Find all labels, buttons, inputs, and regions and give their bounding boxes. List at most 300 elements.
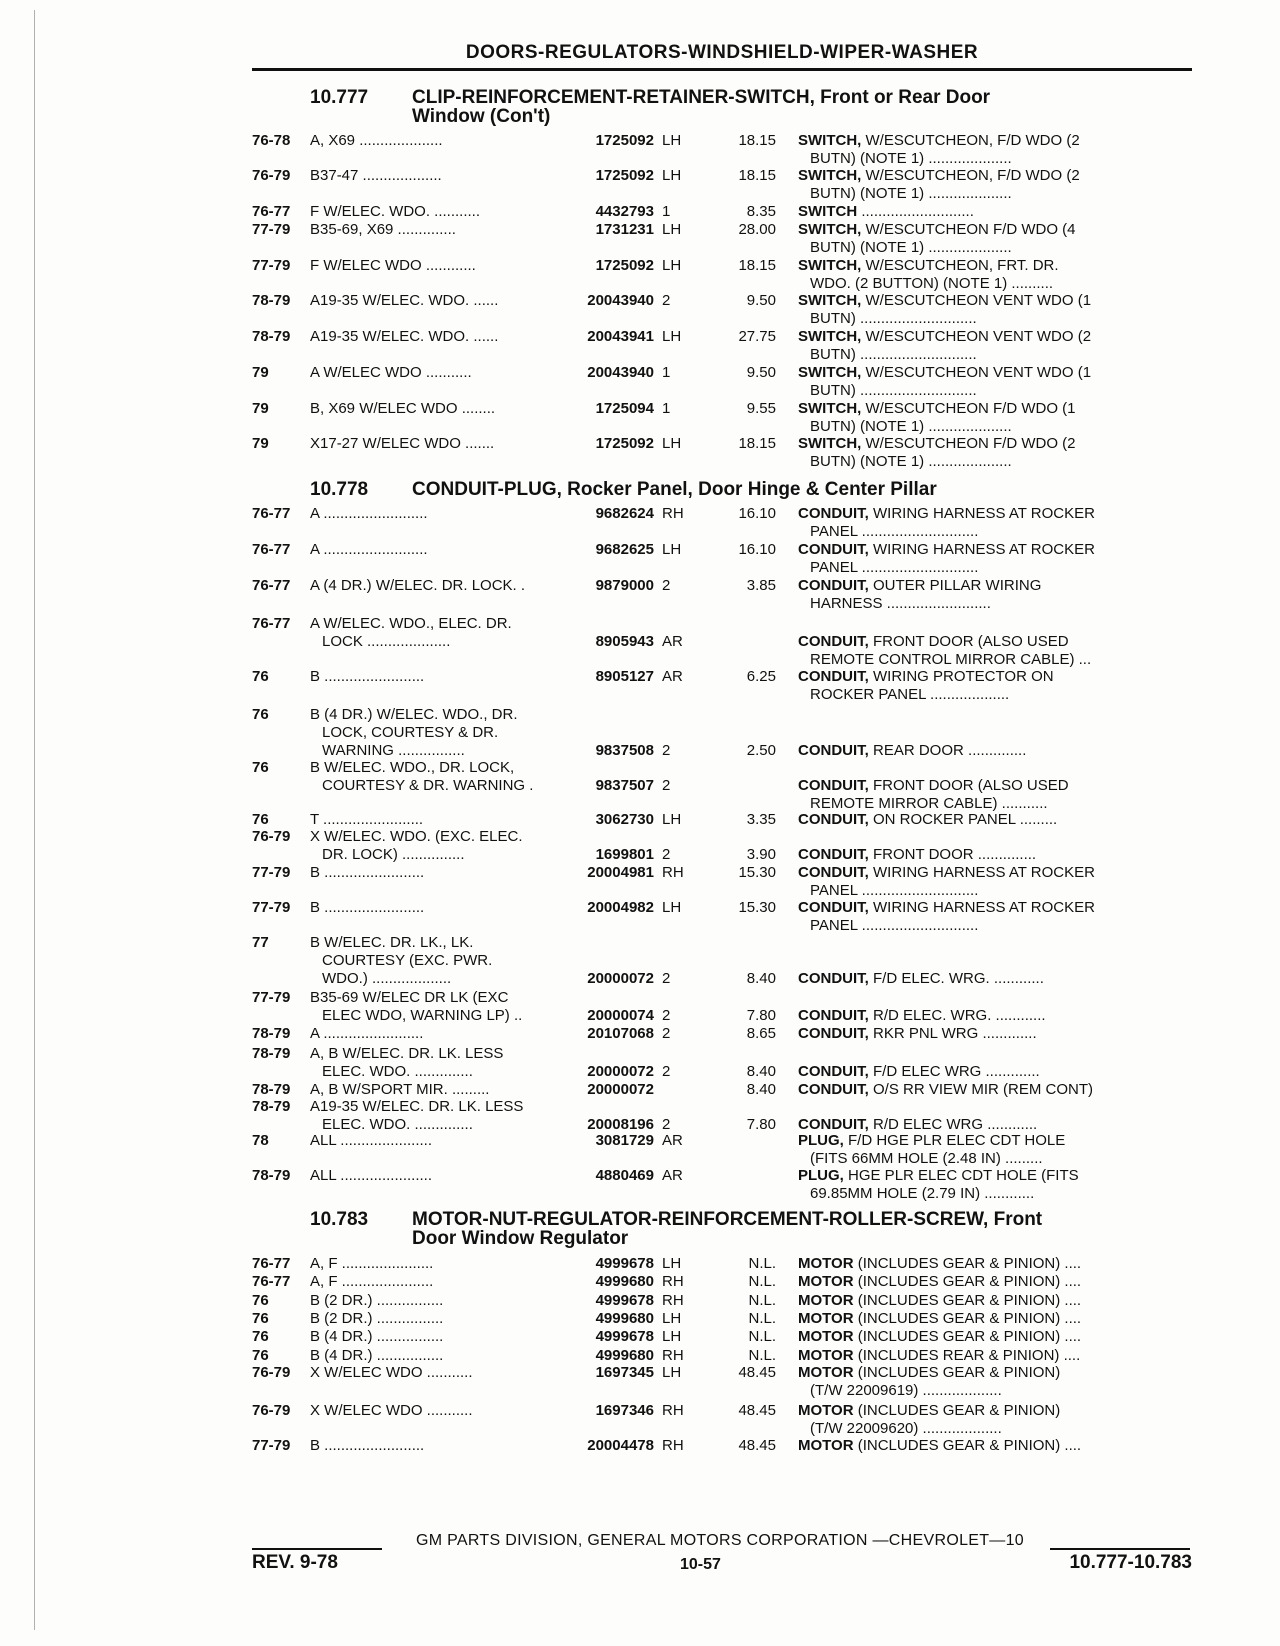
part-number: 8905943 — [595, 633, 654, 650]
model-years: 79 — [252, 435, 269, 452]
part-name: CONDUIT, — [798, 541, 869, 558]
description-line: MOTOR (INCLUDES GEAR & PINION) .... — [798, 1310, 1082, 1327]
part-name: CONDUIT, — [798, 777, 869, 794]
quantity: RH — [662, 1437, 684, 1454]
application-line: B35-69 W/ELEC DR LK (EXC — [310, 989, 509, 1006]
description-line: SWITCH, W/ESCUTCHEON VENT WDO (1 — [798, 364, 1092, 381]
description-line: PANEL ............................ — [810, 559, 979, 576]
description-line: CONDUIT, F/D ELEC WRG ............. — [798, 1063, 1040, 1080]
part-number: 8905127 — [595, 668, 654, 685]
description-line: BUTN) (NOTE 1) .................... — [810, 150, 1012, 167]
list-price: 3.90 — [746, 846, 776, 863]
list-price: 8.40 — [746, 970, 776, 987]
application-line: B ........................ — [310, 864, 425, 881]
list-price: 15.30 — [738, 899, 776, 916]
application-line: B ........................ — [310, 899, 425, 916]
description-line: SWITCH, W/ESCUTCHEON F/D WDO (2 — [798, 435, 1076, 452]
quantity: 2 — [662, 846, 671, 863]
list-price: 18.15 — [738, 167, 776, 184]
part-description — [798, 221, 1192, 257]
section-title: CLIP-REINFORCEMENT-RETAINER-SWITCH, Front or Rear Door — [412, 87, 991, 108]
section-header — [310, 1210, 1200, 1248]
part-description — [798, 899, 1192, 935]
quantity: LH — [662, 1364, 682, 1381]
page-number: 10-57 — [680, 1556, 721, 1573]
description-line: CONDUIT, F/D ELEC. WRG. ............ — [798, 970, 1044, 987]
part-description — [798, 577, 1192, 613]
part-number: 20004981 — [587, 864, 654, 881]
application-line: B (4 DR.) W/ELEC. WDO., DR. — [310, 706, 518, 723]
part-name: SWITCH — [798, 203, 858, 220]
section-title-continued: Door Window Regulator — [412, 1228, 629, 1249]
part-name: CONDUIT, — [798, 864, 869, 881]
description-line: (FITS 66MM HOLE (2.48 IN) ......... — [810, 1150, 1043, 1167]
application-line: B W/ELEC. WDO., DR. LOCK, — [310, 759, 515, 776]
model-years: 78-79 — [252, 1098, 291, 1115]
part-description — [798, 846, 1192, 864]
application-line: A ......................... — [310, 541, 428, 558]
description-line: MOTOR (INCLUDES GEAR & PINION) .... — [798, 1292, 1082, 1309]
description-line: CONDUIT, WIRING HARNESS AT ROCKER — [798, 899, 1095, 916]
part-name: CONDUIT, — [798, 846, 869, 863]
part-name: SWITCH, — [798, 364, 862, 381]
model-years: 78-79 — [252, 1167, 291, 1184]
part-number: 20000074 — [587, 1007, 654, 1024]
application-line: B (4 DR.) ................ — [310, 1328, 444, 1345]
part-name: SWITCH, — [798, 400, 862, 417]
part-name: CONDUIT, — [798, 742, 869, 759]
footer-publisher: GM PARTS DIVISION, GENERAL MOTORS CORPORATION —CHEVROLET—10 — [415, 1532, 1025, 1549]
application-line: X W/ELEC. WDO. (EXC. ELEC. — [310, 828, 523, 845]
part-name: CONDUIT, — [798, 970, 869, 987]
application-line: X W/ELEC WDO ........... — [310, 1364, 473, 1381]
description-line: MOTOR (INCLUDES GEAR & PINION) .... — [798, 1273, 1082, 1290]
quantity: 2 — [662, 292, 671, 309]
application-line: A, F ...................... — [310, 1255, 434, 1272]
part-description — [798, 1273, 1192, 1291]
application-line: X17-27 W/ELEC WDO ....... — [310, 435, 495, 452]
description-line: PLUG, HGE PLR ELEC CDT HOLE (FITS — [798, 1167, 1079, 1184]
list-price: N.L. — [748, 1273, 776, 1290]
section-title: MOTOR-NUT-REGULATOR-REINFORCEMENT-ROLLER-SCREW, Front — [412, 1209, 1043, 1230]
part-name: CONDUIT, — [798, 811, 869, 828]
description-line: SWITCH ........................... — [798, 203, 974, 220]
part-number: 9682625 — [595, 541, 654, 558]
part-number: 9837507 — [595, 777, 654, 794]
section-header — [310, 88, 1200, 126]
list-price: 48.45 — [738, 1402, 776, 1419]
quantity: LH — [662, 435, 682, 452]
part-name: CONDUIT, — [798, 668, 869, 685]
section-number: 10.783 — [310, 1209, 369, 1230]
part-description — [798, 1025, 1192, 1043]
list-price: N.L. — [748, 1310, 776, 1327]
list-price: 7.80 — [746, 1116, 776, 1133]
quantity: LH — [662, 541, 682, 558]
quantity: 2 — [662, 1116, 671, 1133]
model-years: 76 — [252, 1347, 269, 1364]
part-number: 1725092 — [595, 132, 654, 149]
quantity: RH — [662, 505, 684, 522]
list-price: 8.65 — [746, 1025, 776, 1042]
part-name: CONDUIT, — [798, 1081, 869, 1098]
model-years: 76 — [252, 706, 269, 723]
part-description — [798, 400, 1192, 436]
quantity: LH — [662, 1310, 682, 1327]
list-price: 8.40 — [746, 1063, 776, 1080]
part-name: CONDUIT, — [798, 899, 869, 916]
description-line: REMOTE CONTROL MIRROR CABLE) ... — [810, 651, 1092, 668]
list-price: 16.10 — [738, 505, 776, 522]
list-price: N.L. — [748, 1347, 776, 1364]
part-name: PLUG, — [798, 1167, 844, 1184]
part-number: 4999680 — [595, 1347, 654, 1364]
part-description — [798, 1328, 1192, 1346]
description-line: PANEL ............................ — [810, 523, 979, 540]
page-title: DOORS-REGULATORS-WINDSHIELD-WIPER-WASHER — [465, 42, 979, 63]
application-line: X W/ELEC WDO ........... — [310, 1402, 473, 1419]
description-line: CONDUIT, REAR DOOR .............. — [798, 742, 1027, 759]
application-line: WDO.) ................... — [322, 970, 452, 987]
description-line: MOTOR (INCLUDES GEAR & PINION) .... — [798, 1437, 1082, 1454]
part-number: 1725092 — [595, 435, 654, 452]
quantity: 2 — [662, 742, 671, 759]
list-price: 48.45 — [738, 1437, 776, 1454]
quantity: LH — [662, 1255, 682, 1272]
application-line: DR. LOCK) ............... — [322, 846, 465, 863]
part-name: MOTOR — [798, 1437, 854, 1454]
list-price: N.L. — [748, 1255, 776, 1272]
part-number: 3081729 — [595, 1132, 654, 1149]
list-price: 9.50 — [746, 364, 776, 381]
application-line: LOCK .................... — [322, 633, 451, 650]
quantity: 1 — [662, 364, 671, 381]
description-line: (T/W 22009620) ................... — [810, 1420, 1002, 1437]
part-number: 20000072 — [587, 1063, 654, 1080]
model-years: 77-79 — [252, 989, 291, 1006]
model-years: 77-79 — [252, 221, 291, 238]
description-line: CONDUIT, FRONT DOOR .............. — [798, 846, 1037, 863]
quantity: RH — [662, 1347, 684, 1364]
description-line: MOTOR (INCLUDES GEAR & PINION) .... — [798, 1255, 1082, 1272]
application-line: B (2 DR.) ................ — [310, 1310, 444, 1327]
part-number: 1697345 — [595, 1364, 654, 1381]
part-number: 20107068 — [587, 1025, 654, 1042]
quantity: RH — [662, 1292, 684, 1309]
section-header — [310, 480, 1200, 499]
part-number: 1725094 — [595, 400, 654, 417]
description-line: MOTOR (INCLUDES GEAR & PINION) .... — [798, 1328, 1082, 1345]
model-years: 79 — [252, 400, 269, 417]
list-price: 18.15 — [738, 132, 776, 149]
model-years: 78-79 — [252, 1045, 291, 1062]
part-number: 9837508 — [595, 742, 654, 759]
description-line: 69.85MM HOLE (2.79 IN) ............ — [810, 1185, 1035, 1202]
model-years: 76 — [252, 668, 269, 685]
part-description — [798, 1167, 1192, 1203]
part-number: 1699801 — [595, 846, 654, 863]
description-line: PANEL ............................ — [810, 917, 979, 934]
list-price: 15.30 — [738, 864, 776, 881]
part-description — [798, 811, 1192, 829]
part-name: SWITCH, — [798, 221, 862, 238]
model-years: 78-79 — [252, 292, 291, 309]
part-number: 4432793 — [595, 203, 654, 220]
part-description — [798, 1063, 1192, 1081]
part-number: 20043940 — [587, 292, 654, 309]
model-years: 76 — [252, 1310, 269, 1327]
model-years: 76-79 — [252, 828, 291, 845]
quantity: 2 — [662, 1007, 671, 1024]
description-line: BUTN) (NOTE 1) .................... — [810, 185, 1012, 202]
part-name: CONDUIT, — [798, 1116, 869, 1133]
list-price: N.L. — [748, 1292, 776, 1309]
application-line: A19-35 W/ELEC. WDO. ...... — [310, 328, 499, 345]
part-name: MOTOR — [798, 1310, 854, 1327]
application-line: T ........................ — [310, 811, 424, 828]
model-years: 78-79 — [252, 1081, 291, 1098]
quantity: AR — [662, 633, 683, 650]
description-line: CONDUIT, WIRING HARNESS AT ROCKER — [798, 505, 1095, 522]
description-line: ROCKER PANEL ................... — [810, 686, 1010, 703]
description-line: CONDUIT, WIRING HARNESS AT ROCKER — [798, 864, 1095, 881]
model-years: 77-79 — [252, 864, 291, 881]
description-line: SWITCH, W/ESCUTCHEON F/D WDO (1 — [798, 400, 1076, 417]
part-name: SWITCH, — [798, 435, 862, 452]
quantity: LH — [662, 328, 682, 345]
description-line: REMOTE MIRROR CABLE) ........... — [810, 795, 1048, 812]
description-line: MOTOR (INCLUDES REAR & PINION) .... — [798, 1347, 1081, 1364]
part-number: 4999678 — [595, 1328, 654, 1345]
quantity: 2 — [662, 577, 671, 594]
part-description — [798, 541, 1192, 577]
part-description — [798, 167, 1192, 203]
model-years: 76-79 — [252, 167, 291, 184]
model-years: 76-77 — [252, 203, 291, 220]
part-description — [798, 668, 1192, 704]
part-name: CONDUIT, — [798, 633, 869, 650]
description-line: MOTOR (INCLUDES GEAR & PINION) — [798, 1364, 1061, 1381]
part-description — [798, 1007, 1192, 1025]
part-name: CONDUIT, — [798, 1063, 869, 1080]
application-line: A, F ...................... — [310, 1273, 434, 1290]
model-years: 76 — [252, 1328, 269, 1345]
part-name: SWITCH, — [798, 328, 862, 345]
model-years: 77-79 — [252, 1437, 291, 1454]
description-line: BUTN) (NOTE 1) .................... — [810, 453, 1012, 470]
list-price: 18.15 — [738, 257, 776, 274]
part-name: MOTOR — [798, 1255, 854, 1272]
description-line: CONDUIT, R/D ELEC. WRG. ............ — [798, 1007, 1046, 1024]
part-description — [798, 1081, 1192, 1099]
part-number: 20000072 — [587, 970, 654, 987]
part-description — [798, 435, 1192, 471]
part-description — [798, 1132, 1192, 1168]
model-years: 76-77 — [252, 577, 291, 594]
application-line: ELEC WDO, WARNING LP) .. — [322, 1007, 523, 1024]
quantity: 2 — [662, 970, 671, 987]
quantity: LH — [662, 221, 682, 238]
list-price: 48.45 — [738, 1364, 776, 1381]
application-line: A19-35 W/ELEC. WDO. ...... — [310, 292, 499, 309]
application-line: F W/ELEC. WDO. ........... — [310, 203, 481, 220]
list-price: 18.15 — [738, 435, 776, 452]
part-number: 4999680 — [595, 1273, 654, 1290]
part-number: 9879000 — [595, 577, 654, 594]
part-name: PLUG, — [798, 1132, 844, 1149]
description-line: MOTOR (INCLUDES GEAR & PINION) — [798, 1402, 1061, 1419]
part-description — [798, 132, 1192, 168]
part-description — [798, 257, 1192, 293]
description-line: CONDUIT, FRONT DOOR (ALSO USED — [798, 777, 1069, 794]
group-range: 10.777-10.783 — [1069, 1552, 1192, 1573]
application-line: B ........................ — [310, 668, 425, 685]
part-description — [798, 1310, 1192, 1328]
part-description — [798, 364, 1192, 400]
description-line: PANEL ............................ — [810, 882, 979, 899]
quantity: 2 — [662, 1063, 671, 1080]
part-description — [798, 864, 1192, 900]
quantity: LH — [662, 1328, 682, 1345]
part-number: 20004982 — [587, 899, 654, 916]
model-years: 76-77 — [252, 541, 291, 558]
model-years: 76-77 — [252, 505, 291, 522]
application-line: B W/ELEC. DR. LK., LK. — [310, 934, 474, 951]
part-description — [798, 1364, 1192, 1400]
model-years: 76 — [252, 1292, 269, 1309]
part-number: 4999680 — [595, 1310, 654, 1327]
application-line: A W/ELEC. WDO., ELEC. DR. — [310, 615, 512, 632]
page-margin-line — [34, 10, 35, 1630]
description-line: CONDUIT, ON ROCKER PANEL ......... — [798, 811, 1058, 828]
application-line: F W/ELEC WDO ............ — [310, 257, 476, 274]
description-line: CONDUIT, WIRING PROTECTOR ON — [798, 668, 1054, 685]
part-description — [798, 742, 1192, 760]
list-price: N.L. — [748, 1328, 776, 1345]
list-price: 3.35 — [746, 811, 776, 828]
part-name: CONDUIT, — [798, 577, 869, 594]
part-description — [798, 1255, 1192, 1273]
description-line: PLUG, F/D HGE PLR ELEC CDT HOLE — [798, 1132, 1066, 1149]
quantity: AR — [662, 1167, 683, 1184]
quantity: 1 — [662, 203, 671, 220]
part-name: MOTOR — [798, 1364, 854, 1381]
footer-rule-right — [1050, 1548, 1190, 1550]
description-line: WDO. (2 BUTTON) (NOTE 1) .......... — [810, 275, 1054, 292]
quantity: LH — [662, 257, 682, 274]
model-years: 78-79 — [252, 328, 291, 345]
section-title: CONDUIT-PLUG, Rocker Panel, Door Hinge & Center Pillar — [412, 479, 937, 500]
part-name: SWITCH, — [798, 132, 862, 149]
application-line: B, X69 W/ELEC WDO ........ — [310, 400, 496, 417]
part-number: 1725092 — [595, 167, 654, 184]
application-line: ALL ...................... — [310, 1132, 432, 1149]
part-number: 9682624 — [595, 505, 654, 522]
description-line: CONDUIT, WIRING HARNESS AT ROCKER — [798, 541, 1095, 558]
list-price: 6.25 — [746, 668, 776, 685]
application-line: LOCK, COURTESY & DR. — [322, 724, 499, 741]
application-line: ELEC. WDO. .............. — [322, 1116, 473, 1133]
description-line: CONDUIT, RKR PNL WRG ............. — [798, 1025, 1037, 1042]
model-years: 76-79 — [252, 1402, 291, 1419]
part-name: MOTOR — [798, 1328, 854, 1345]
part-number: 1731231 — [595, 221, 654, 238]
description-line: (T/W 22009619) ................... — [810, 1382, 1002, 1399]
quantity: LH — [662, 811, 682, 828]
description-line: CONDUIT, O/S RR VIEW MIR (REM CONT) — [798, 1081, 1094, 1098]
section-number: 10.777 — [310, 87, 369, 108]
part-name: MOTOR — [798, 1273, 854, 1290]
model-years: 76-79 — [252, 1364, 291, 1381]
application-line: A (4 DR.) W/ELEC. DR. LOCK. . — [310, 577, 526, 594]
part-name: MOTOR — [798, 1402, 854, 1419]
model-years: 76-77 — [252, 615, 291, 632]
quantity: 2 — [662, 777, 671, 794]
part-number: 20008196 — [587, 1116, 654, 1133]
model-years: 76 — [252, 811, 269, 828]
description-line: CONDUIT, FRONT DOOR (ALSO USED — [798, 633, 1069, 650]
application-line: WARNING ................ — [322, 742, 465, 759]
list-price: 2.50 — [746, 742, 776, 759]
list-price: 3.85 — [746, 577, 776, 594]
part-number: 20043941 — [587, 328, 654, 345]
application-line: B37-47 ................... — [310, 167, 442, 184]
part-name: CONDUIT, — [798, 1025, 869, 1042]
quantity: RH — [662, 864, 684, 881]
application-line: A, B W/SPORT MIR. ......... — [310, 1081, 490, 1098]
part-number: 20043940 — [587, 364, 654, 381]
part-name: MOTOR — [798, 1292, 854, 1309]
part-number: 4880469 — [595, 1167, 654, 1184]
application-line: A19-35 W/ELEC. DR. LK. LESS — [310, 1098, 524, 1115]
part-name: SWITCH, — [798, 167, 862, 184]
part-number: 1725092 — [595, 257, 654, 274]
description-line: SWITCH, W/ESCUTCHEON VENT WDO (1 — [798, 292, 1092, 309]
part-description — [798, 1437, 1192, 1455]
part-name: MOTOR — [798, 1347, 854, 1364]
quantity: LH — [662, 167, 682, 184]
part-description — [798, 970, 1192, 988]
description-line: SWITCH, W/ESCUTCHEON, F/D WDO (2 — [798, 167, 1080, 184]
section-number: 10.778 — [310, 479, 369, 500]
section-title-continued: Window (Con't) — [412, 106, 551, 127]
part-description — [798, 1347, 1192, 1365]
model-years: 79 — [252, 364, 269, 381]
application-line: B (4 DR.) ................ — [310, 1347, 444, 1364]
quantity: RH — [662, 1402, 684, 1419]
list-price: 7.80 — [746, 1007, 776, 1024]
part-description — [798, 292, 1192, 328]
part-name: SWITCH, — [798, 257, 862, 274]
part-description — [798, 633, 1192, 669]
part-description — [798, 328, 1192, 364]
revision-label: REV. 9-78 — [252, 1552, 338, 1573]
application-line: COURTESY & DR. WARNING . — [322, 777, 534, 794]
description-line: CONDUIT, R/D ELEC WRG ............ — [798, 1116, 1038, 1133]
application-line: A W/ELEC WDO ........... — [310, 364, 472, 381]
model-years: 77 — [252, 934, 269, 951]
part-name: CONDUIT, — [798, 1007, 869, 1024]
part-description — [798, 1402, 1192, 1438]
list-price: 9.55 — [746, 400, 776, 417]
model-years: 76 — [252, 759, 269, 776]
part-description — [798, 1292, 1192, 1310]
model-years: 77-79 — [252, 257, 291, 274]
model-years: 78 — [252, 1132, 269, 1149]
part-number: 20000072 — [587, 1081, 654, 1098]
quantity: RH — [662, 1273, 684, 1290]
quantity: 2 — [662, 1025, 671, 1042]
